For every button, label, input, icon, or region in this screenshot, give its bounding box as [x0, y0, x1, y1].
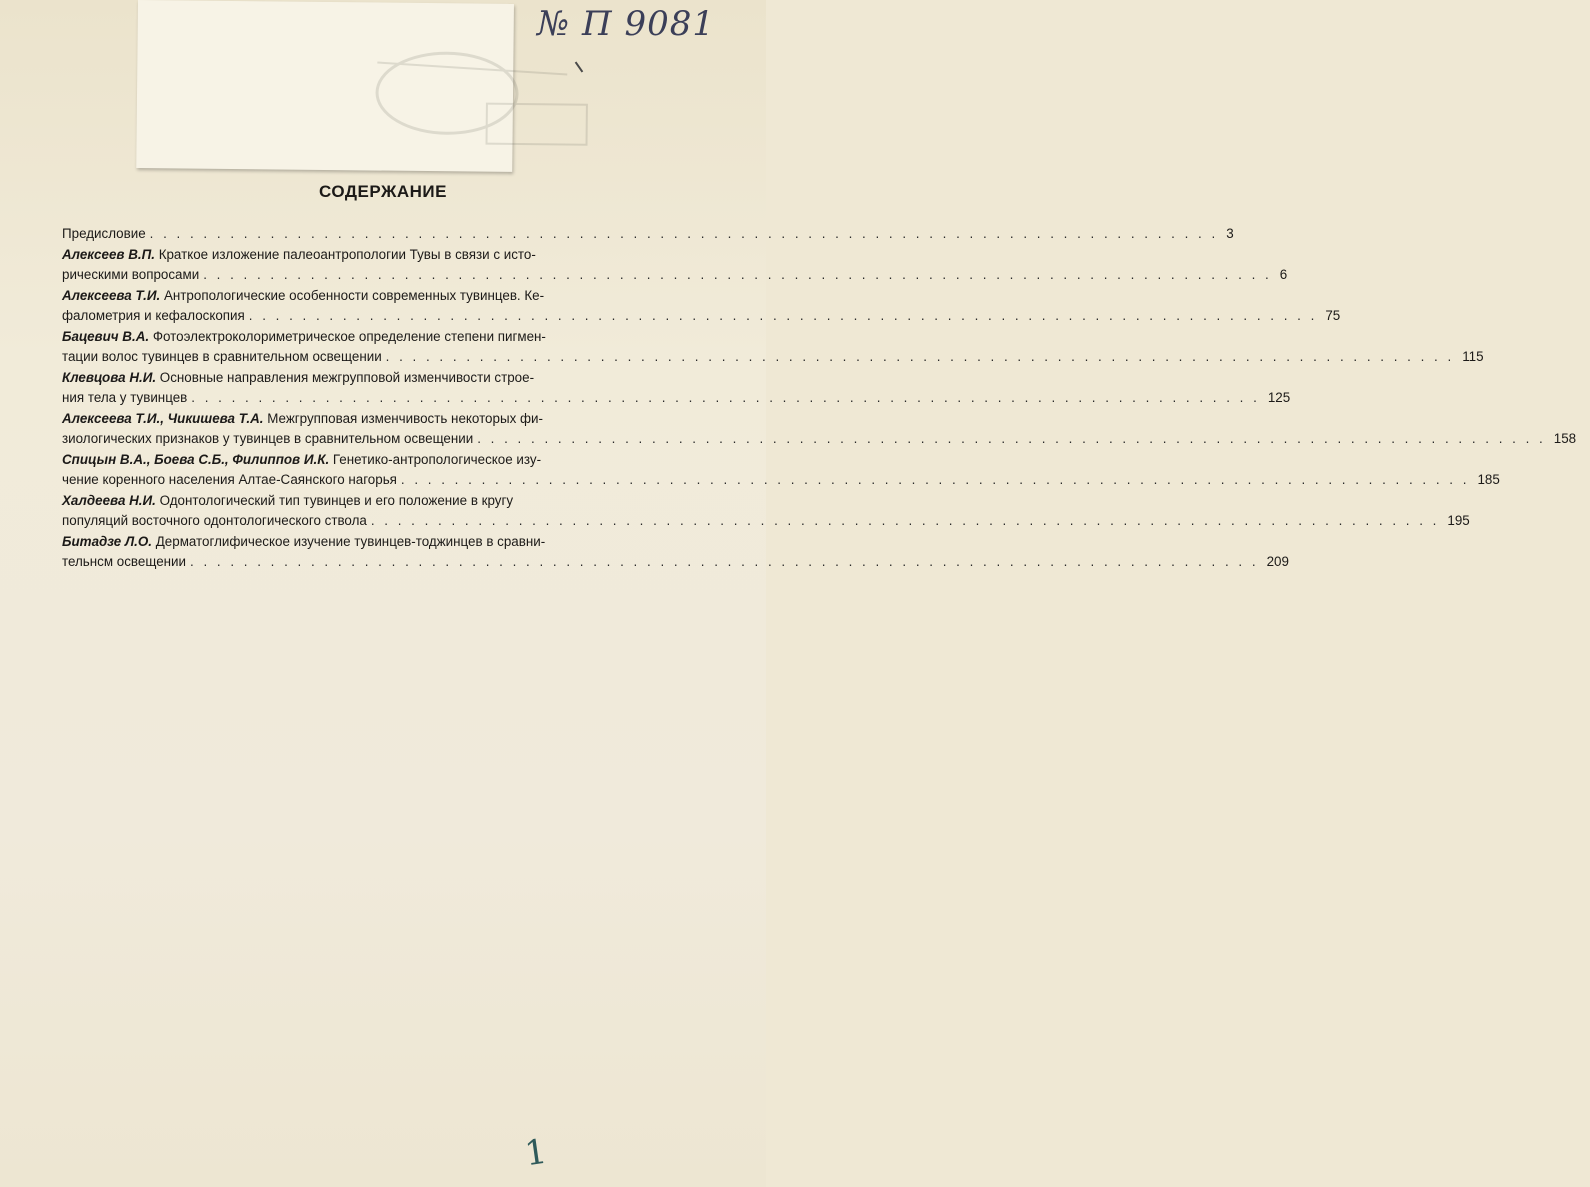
toc-entry-text [62, 411, 543, 426]
toc-entry-author: Клевцова Н.И. [62, 370, 157, 385]
toc-entry-title: тельнсм освещении [62, 554, 187, 569]
toc-entry-title: Предисловие [62, 226, 146, 241]
toc-entry-title: Краткое изложение палеоантропологии Тувы в связи с исто- [158, 247, 536, 262]
toc-entry-last-line [62, 224, 1234, 244]
toc-page-number: 3 [1226, 226, 1234, 241]
toc-entry-text [62, 493, 513, 508]
toc-entry-line [62, 491, 682, 511]
toc-entry-text [62, 224, 146, 244]
toc-entry-last-line [62, 306, 1341, 326]
handwritten-shelfmark: № П 9081 [537, 4, 715, 44]
toc-page-number: 6 [1279, 267, 1288, 282]
toc-entry-last-line [62, 552, 1289, 572]
toc-entry-title: тации волос тувинцев в сравнительном освещении [62, 349, 382, 364]
toc-page-number: 195 [1447, 513, 1470, 528]
toc-entry [62, 450, 1500, 490]
toc-entry-title: зиологических признаков у тувинцев в сравнительном освещении [62, 431, 474, 446]
toc-entry-author: Алексеева Т.И., Чикишева Т.А. [62, 411, 264, 426]
toc-entry-text [62, 452, 541, 467]
toc-entry-text [62, 534, 545, 549]
page-title: СОДЕРЖАНИЕ [319, 182, 447, 201]
toc-entry-line [62, 368, 682, 388]
toc-entry-text [62, 306, 245, 326]
toc-entry-author: Алексеев В.П. [62, 247, 155, 262]
dot-leader: . . . . . . . . . . . . . . . . . . . . . . . . . . . . . . . . . . . . . . . . . . . . . . . . . . . . . . . . . . . . . . . . . . . . . . . . . . . . . . . . [370, 513, 1440, 528]
toc-entry-last-line [62, 470, 1500, 490]
pasted-library-slip [136, 0, 514, 172]
dot-leader: . . . . . . . . . . . . . . . . . . . . . . . . . . . . . . . . . . . . . . . . . . . . . . . . . . . . . . . . . . . . . . . . . . . . . . . . . . . . . . . . [385, 349, 1455, 364]
toc-entry-title: чение коренного населения Алтае-Саянского нагорья [62, 472, 397, 487]
toc-entry-text [62, 347, 382, 367]
toc-entry-author: Халдеева Н.И. [62, 493, 156, 508]
toc-entry-line [62, 532, 682, 552]
toc-page-number: 115 [1462, 349, 1484, 364]
toc-entry-line [62, 327, 682, 347]
toc-entry-author: Битадзе Л.О. [62, 534, 152, 549]
toc-entry-line [62, 409, 682, 429]
toc-entry-title: рическими вопросами [62, 267, 200, 282]
toc-entry-text [62, 470, 397, 490]
table-of-contents [62, 224, 1577, 573]
toc-entry [62, 286, 1341, 326]
toc-page-number: 158 [1553, 431, 1577, 446]
toc-entry-last-line [62, 429, 1577, 449]
dot-leader: . . . . . . . . . . . . . . . . . . . . . . . . . . . . . . . . . . . . . . . . . . . . . . . . . . . . . . . . . . . . . . . . . . . . . . . . . . . . . . . . [149, 226, 1219, 241]
toc-page-number: 75 [1325, 308, 1341, 323]
dot-leader: . . . . . . . . . . . . . . . . . . . . . . . . . . . . . . . . . . . . . . . . . . . . . . . . . . . . . . . . . . . . . . . . . . . . . . . . . . . . . . . . [191, 390, 1260, 405]
toc-entry [62, 409, 1577, 449]
toc-entry-line [62, 286, 682, 306]
toc-entry-text [62, 247, 536, 262]
toc-entry-line [62, 245, 682, 265]
toc-entry-text [62, 429, 473, 449]
toc-entry-author: Алексеева Т.И. [62, 288, 161, 303]
toc-entry-title: Антропологические особенности современных тувинцев. Ке- [163, 288, 545, 303]
toc-entry [62, 245, 1288, 285]
dot-leader: . . . . . . . . . . . . . . . . . . . . . . . . . . . . . . . . . . . . . . . . . . . . . . . . . . . . . . . . . . . . . . . . . . . . . . . . . . . . . . . . [400, 472, 1470, 487]
dot-leader: . . . . . . . . . . . . . . . . . . . . . . . . . . . . . . . . . . . . . . . . . . . . . . . . . . . . . . . . . . . . . . . . . . . . . . . . . . . . . . . . [190, 554, 1259, 569]
dot-leader: . . . . . . . . . . . . . . . . . . . . . . . . . . . . . . . . . . . . . . . . . . . . . . . . . . . . . . . . . . . . . . . . . . . . . . . . . . . . . . . . [477, 431, 1546, 446]
faded-stamp-graphic [366, 42, 597, 154]
toc-entry-text [62, 388, 187, 408]
toc-entry [62, 491, 1470, 531]
toc-entry-text [62, 329, 546, 344]
toc-entry-title: Фотоэлектроколориметрическое определение степени пигмен- [152, 329, 546, 344]
toc-entry-last-line [62, 511, 1470, 531]
toc-entry [62, 532, 1289, 572]
toc-entry-line [62, 450, 682, 470]
toc-entry-title: фалометрия и кефалоскопия [62, 308, 245, 323]
toc-entry-title: ния тела у тувинцев [62, 390, 188, 405]
toc-page-number: 125 [1267, 390, 1291, 405]
toc-entry-title: Межгрупповая изменчивость некоторых фи- [267, 411, 543, 426]
toc-entry-text [62, 511, 367, 531]
toc-entry-last-line [62, 347, 1484, 367]
toc-entry-title: Дерматоглифическое изучение тувинцев-тоджинцев в сравни- [155, 534, 546, 549]
toc-entry-last-line [62, 265, 1288, 285]
toc-entry-text [62, 265, 199, 285]
toc-entry [62, 224, 1234, 244]
toc-entry-title: Основные направления межгрупповой изменчивости строе- [159, 370, 535, 385]
toc-entry-title: Генетико-антропологическое изу- [332, 452, 542, 467]
toc-entry-last-line [62, 388, 1291, 408]
toc-entry-text [62, 370, 534, 385]
dot-leader: . . . . . . . . . . . . . . . . . . . . . . . . . . . . . . . . . . . . . . . . . . . . . . . . . . . . . . . . . . . . . . . . . . . . . . . . . . . . . . . . [248, 308, 1318, 323]
toc-entry-text [62, 288, 544, 303]
toc-entry [62, 327, 1484, 367]
toc-page-number: 209 [1266, 554, 1289, 569]
toc-entry-author: Бацевич В.А. [62, 329, 150, 344]
handwritten-page-number: 1 [522, 1131, 550, 1175]
toc-entry [62, 368, 1291, 408]
toc-entry-title: Одонтологический тип тувинцев и его положение в кругу [159, 493, 514, 508]
toc-entry-author: Спицын В.А., Боева С.Б., Филиппов И.К. [62, 452, 330, 467]
toc-entry-text [62, 552, 186, 572]
toc-page-number: 185 [1477, 472, 1500, 487]
dot-leader: . . . . . . . . . . . . . . . . . . . . . . . . . . . . . . . . . . . . . . . . . . . . . . . . . . . . . . . . . . . . . . . . . . . . . . . . . . . . . . . . [203, 267, 1272, 282]
toc-entry-title: популяций восточного одонтологического ствола [62, 513, 367, 528]
